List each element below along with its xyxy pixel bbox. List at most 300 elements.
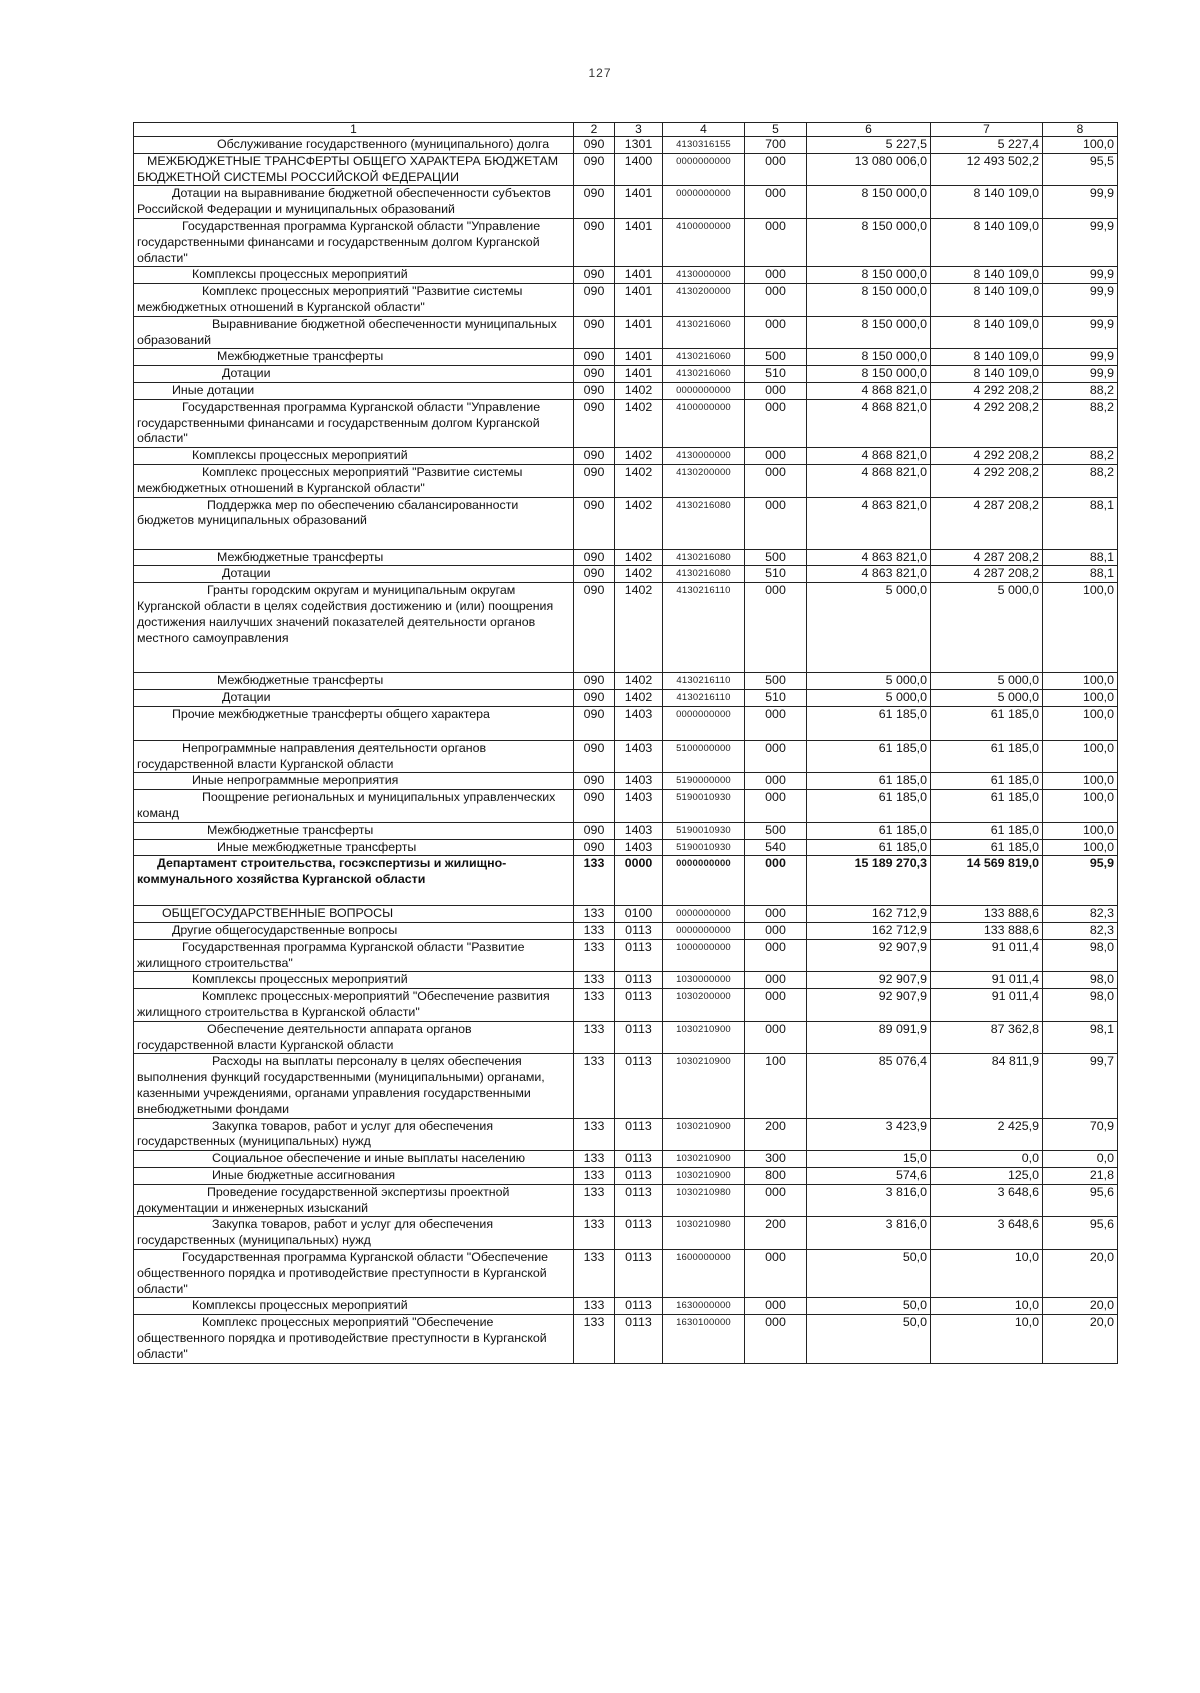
cell-planned: 4 863 821,0 [807,566,931,583]
cell-section: 1402 [615,549,663,566]
cell-section: 1403 [615,839,663,856]
cell-grbs: 133 [574,1315,615,1363]
table-row [134,349,1118,366]
cell-section: 1403 [615,790,663,823]
cell-expense-type: 000 [745,316,807,349]
table-row [134,673,1118,690]
cell-percent: 95,9 [1043,856,1118,906]
cell-executed: 10,0 [931,1298,1043,1315]
cell-executed: 5 000,0 [931,689,1043,706]
cell-item-name: Комплекс процессных мероприятий "Развитие системы межбюджетных отношений в Курганской области" [134,284,574,317]
cell-target-article: 0000000000 [663,382,745,399]
cell-executed: 10,0 [931,1315,1043,1363]
cell-item-name: Иные непрограммные мероприятия [134,773,574,790]
table-row [134,1315,1118,1363]
cell-expense-type: 000 [745,186,807,219]
cell-percent: 20,0 [1043,1250,1118,1298]
cell-section: 0113 [615,1021,663,1054]
cell-section: 0113 [615,1315,663,1363]
cell-planned: 50,0 [807,1250,931,1298]
cell-grbs: 133 [574,1021,615,1054]
cell-percent: 100,0 [1043,583,1118,673]
column-number: 7 [931,123,1043,137]
table-row [134,137,1118,154]
cell-item-name: Государственная программа Курганской области "Управление государственными финансами и государственным долгом Курганской области" [134,218,574,266]
cell-executed: 8 140 109,0 [931,218,1043,266]
table-row [134,1151,1118,1168]
cell-planned: 8 150 000,0 [807,267,931,284]
cell-percent: 99,7 [1043,1054,1118,1118]
cell-planned: 5 000,0 [807,673,931,690]
cell-grbs: 090 [574,689,615,706]
cell-percent: 95,6 [1043,1217,1118,1250]
cell-section: 1401 [615,366,663,383]
cell-expense-type: 000 [745,1021,807,1054]
cell-expense-type: 200 [745,1217,807,1250]
cell-planned: 61 185,0 [807,740,931,773]
table-row [134,856,1118,906]
cell-executed: 91 011,4 [931,972,1043,989]
cell-planned: 15 189 270,3 [807,856,931,906]
cell-expense-type: 000 [745,583,807,673]
cell-item-name: Дотации [134,366,574,383]
cell-item-name: Комплексы процессных мероприятий [134,972,574,989]
cell-executed: 3 648,6 [931,1217,1043,1250]
cell-target-article: 4130200000 [663,284,745,317]
column-number: 2 [574,123,615,137]
cell-target-article: 4100000000 [663,399,745,447]
cell-expense-type: 100 [745,1054,807,1118]
cell-executed: 84 811,9 [931,1054,1043,1118]
cell-grbs: 133 [574,1118,615,1151]
cell-target-article: 1600000000 [663,1250,745,1298]
cell-planned: 162 712,9 [807,923,931,940]
cell-target-article: 5190010930 [663,839,745,856]
column-number: 6 [807,123,931,137]
table-row [134,989,1118,1022]
cell-target-article: 5190000000 [663,773,745,790]
cell-percent: 98,1 [1043,1021,1118,1054]
cell-target-article: 4130216110 [663,583,745,673]
cell-item-name: Закупка товаров, работ и услуг для обеспечения государственных (муниципальных) нужд [134,1118,574,1151]
cell-grbs: 133 [574,989,615,1022]
cell-planned: 92 907,9 [807,989,931,1022]
cell-percent: 100,0 [1043,740,1118,773]
cell-section: 1403 [615,773,663,790]
table-row [134,284,1118,317]
cell-target-article: 0000000000 [663,186,745,219]
cell-target-article: 0000000000 [663,856,745,906]
cell-section: 1402 [615,399,663,447]
table-row [134,497,1118,549]
cell-grbs: 133 [574,1184,615,1217]
cell-section: 1402 [615,497,663,549]
cell-expense-type: 500 [745,349,807,366]
cell-percent: 100,0 [1043,839,1118,856]
cell-item-name: Комплекс процессных мероприятий "Обеспечение общественного порядка и противодействие преступности в Курганской области" [134,1315,574,1363]
cell-planned: 5 000,0 [807,689,931,706]
cell-percent: 88,1 [1043,566,1118,583]
cell-percent: 100,0 [1043,673,1118,690]
cell-section: 1402 [615,689,663,706]
table-row [134,382,1118,399]
cell-executed: 5 227,4 [931,137,1043,154]
table-row [134,448,1118,465]
cell-section: 1402 [615,673,663,690]
cell-section: 1403 [615,740,663,773]
cell-executed: 133 888,6 [931,906,1043,923]
cell-executed: 4 292 208,2 [931,399,1043,447]
cell-section: 1401 [615,349,663,366]
cell-item-name: Государственная программа Курганской области "Развитие жилищного строительства" [134,939,574,972]
cell-expense-type: 200 [745,1118,807,1151]
cell-grbs: 090 [574,839,615,856]
cell-percent: 21,8 [1043,1168,1118,1185]
cell-planned: 5 227,5 [807,137,931,154]
cell-target-article: 4130216110 [663,673,745,690]
cell-target-article: 1000000000 [663,939,745,972]
cell-expense-type: 000 [745,989,807,1022]
cell-target-article: 5190010930 [663,822,745,839]
cell-executed: 10,0 [931,1250,1043,1298]
cell-target-article: 1030210980 [663,1184,745,1217]
cell-section: 0113 [615,1184,663,1217]
cell-executed: 4 292 208,2 [931,464,1043,497]
cell-expense-type: 000 [745,972,807,989]
cell-executed: 2 425,9 [931,1118,1043,1151]
cell-item-name: Обеспечение деятельности аппарата органов государственной власти Курганской области [134,1021,574,1054]
cell-planned: 61 185,0 [807,790,931,823]
cell-grbs: 090 [574,790,615,823]
cell-target-article: 1030210900 [663,1054,745,1118]
cell-section: 1401 [615,186,663,219]
cell-expense-type: 000 [745,856,807,906]
column-number: 5 [745,123,807,137]
cell-grbs: 090 [574,773,615,790]
cell-item-name: Комплекс процессных мероприятий "Развитие системы межбюджетных отношений в Курганской области" [134,464,574,497]
page-number: 127 [588,66,612,80]
table-row [134,939,1118,972]
cell-target-article: 4130216060 [663,316,745,349]
cell-planned: 8 150 000,0 [807,316,931,349]
cell-grbs: 133 [574,1217,615,1250]
cell-section: 0113 [615,972,663,989]
table-row [134,906,1118,923]
cell-expense-type: 000 [745,1250,807,1298]
cell-expense-type: 000 [745,284,807,317]
cell-section: 0113 [615,1118,663,1151]
cell-target-article: 4130000000 [663,448,745,465]
cell-planned: 92 907,9 [807,939,931,972]
cell-grbs: 090 [574,366,615,383]
cell-planned: 8 150 000,0 [807,284,931,317]
cell-item-name: Межбюджетные трансферты [134,673,574,690]
cell-planned: 574,6 [807,1168,931,1185]
cell-executed: 3 648,6 [931,1184,1043,1217]
table-row [134,689,1118,706]
cell-expense-type: 510 [745,366,807,383]
cell-expense-type: 000 [745,790,807,823]
cell-item-name: Межбюджетные трансферты [134,822,574,839]
cell-target-article: 1630100000 [663,1315,745,1363]
cell-planned: 4 863 821,0 [807,549,931,566]
cell-section: 1402 [615,566,663,583]
column-number: 4 [663,123,745,137]
cell-item-name: Комплекс процессных·мероприятий "Обеспечение развития жилищного строительства в Курганской области" [134,989,574,1022]
column-number: 1 [134,123,574,137]
cell-executed: 14 569 819,0 [931,856,1043,906]
cell-percent: 99,9 [1043,284,1118,317]
cell-planned: 5 000,0 [807,583,931,673]
cell-percent: 82,3 [1043,906,1118,923]
cell-percent: 95,6 [1043,1184,1118,1217]
cell-item-name: Социальное обеспечение и иные выплаты населению [134,1151,574,1168]
cell-percent: 100,0 [1043,790,1118,823]
cell-planned: 8 150 000,0 [807,366,931,383]
table-row [134,1021,1118,1054]
cell-percent: 20,0 [1043,1298,1118,1315]
table-row [134,1217,1118,1250]
table-row [134,773,1118,790]
column-number-row [134,123,1118,137]
table-row [134,706,1118,740]
cell-executed: 61 185,0 [931,790,1043,823]
cell-grbs: 133 [574,939,615,972]
cell-item-name: Обслуживание государственного (муниципального) долга [134,137,574,154]
cell-percent: 88,2 [1043,382,1118,399]
cell-target-article: 1030210900 [663,1151,745,1168]
cell-target-article: 4130316155 [663,137,745,154]
cell-target-article: 5100000000 [663,740,745,773]
cell-target-article: 1030210900 [663,1118,745,1151]
cell-item-name: Выравнивание бюджетной обеспеченности муниципальных образований [134,316,574,349]
cell-executed: 12 493 502,2 [931,153,1043,186]
cell-planned: 15,0 [807,1151,931,1168]
cell-section: 0113 [615,1298,663,1315]
cell-expense-type: 000 [745,1184,807,1217]
cell-expense-type: 000 [745,740,807,773]
cell-percent: 20,0 [1043,1315,1118,1363]
cell-target-article: 4130216060 [663,366,745,383]
cell-target-article: 4130216080 [663,566,745,583]
cell-item-name: МЕЖБЮДЖЕТНЫЕ ТРАНСФЕРТЫ ОБЩЕГО ХАРАКТЕРА БЮДЖЕТАМ БЮДЖЕТНОЙ СИСТЕМЫ РОССИЙСКОЙ ФЕДЕРАЦИИ [134,153,574,186]
cell-section: 1401 [615,218,663,266]
table-row [134,218,1118,266]
cell-executed: 8 140 109,0 [931,284,1043,317]
cell-percent: 98,0 [1043,939,1118,972]
cell-grbs: 133 [574,1168,615,1185]
cell-target-article: 4130000000 [663,267,745,284]
cell-item-name: ОБЩЕГОСУДАРСТВЕННЫЕ ВОПРОСЫ [134,906,574,923]
cell-item-name: Поддержка мер по обеспечению сбалансированности бюджетов муниципальных образований [134,497,574,549]
cell-section: 0113 [615,989,663,1022]
cell-expense-type: 800 [745,1168,807,1185]
cell-expense-type: 000 [745,382,807,399]
cell-section: 0113 [615,939,663,972]
cell-executed: 61 185,0 [931,822,1043,839]
cell-target-article: 4130216080 [663,549,745,566]
cell-target-article: 4130200000 [663,464,745,497]
cell-item-name: Проведение государственной экспертизы проектной документации и инженерных изысканий [134,1184,574,1217]
cell-percent: 98,0 [1043,972,1118,989]
cell-executed: 5 000,0 [931,673,1043,690]
table-row [134,740,1118,773]
cell-item-name: Дотации [134,689,574,706]
cell-expense-type: 000 [745,1315,807,1363]
cell-section: 0113 [615,1250,663,1298]
cell-executed: 8 140 109,0 [931,186,1043,219]
cell-percent: 100,0 [1043,822,1118,839]
cell-grbs: 090 [574,349,615,366]
cell-planned: 92 907,9 [807,972,931,989]
cell-grbs: 133 [574,972,615,989]
cell-expense-type: 700 [745,137,807,154]
cell-target-article: 0000000000 [663,923,745,940]
table-row [134,186,1118,219]
cell-grbs: 090 [574,706,615,740]
cell-grbs: 133 [574,906,615,923]
table-row [134,1118,1118,1151]
cell-item-name: Закупка товаров, работ и услуг для обеспечения государственных (муниципальных) нужд [134,1217,574,1250]
cell-grbs: 090 [574,267,615,284]
cell-expense-type: 000 [745,497,807,549]
cell-item-name: Дотации [134,566,574,583]
cell-percent: 88,1 [1043,549,1118,566]
cell-expense-type: 300 [745,1151,807,1168]
cell-planned: 61 185,0 [807,839,931,856]
cell-item-name: Дотации на выравнивание бюджетной обеспеченности субъектов Российской Федерации и муниципальных образований [134,186,574,219]
budget-table [133,122,1118,1364]
cell-percent: 98,0 [1043,989,1118,1022]
cell-item-name: Расходы на выплаты персоналу в целях обеспечения выполнения функций государственными (муниципальными) органами, казенными учреждениями, органами управления государственными внебюджетными фондами [134,1054,574,1118]
cell-section: 0113 [615,1217,663,1250]
cell-percent: 100,0 [1043,137,1118,154]
cell-grbs: 090 [574,316,615,349]
cell-grbs: 090 [574,399,615,447]
cell-executed: 8 140 109,0 [931,366,1043,383]
cell-grbs: 133 [574,856,615,906]
cell-expense-type: 510 [745,689,807,706]
cell-percent: 99,9 [1043,366,1118,383]
table-row [134,1298,1118,1315]
table-row [134,1250,1118,1298]
cell-expense-type: 000 [745,906,807,923]
cell-executed: 5 000,0 [931,583,1043,673]
cell-planned: 85 076,4 [807,1054,931,1118]
cell-executed: 8 140 109,0 [931,267,1043,284]
cell-expense-type: 000 [745,399,807,447]
cell-expense-type: 000 [745,153,807,186]
cell-item-name: Прочие межбюджетные трансферты общего характера [134,706,574,740]
cell-percent: 100,0 [1043,706,1118,740]
cell-planned: 4 868 821,0 [807,464,931,497]
cell-executed: 91 011,4 [931,989,1043,1022]
cell-item-name: Государственная программа Курганской области "Обеспечение общественного порядка и противодействие преступности в Курганской области" [134,1250,574,1298]
cell-percent: 70,9 [1043,1118,1118,1151]
cell-expense-type: 000 [745,464,807,497]
cell-grbs: 090 [574,822,615,839]
cell-section: 1402 [615,382,663,399]
table-row [134,1168,1118,1185]
cell-grbs: 133 [574,1151,615,1168]
cell-section: 0113 [615,1151,663,1168]
cell-grbs: 133 [574,1250,615,1298]
column-number: 8 [1043,123,1118,137]
cell-target-article: 4130216110 [663,689,745,706]
cell-percent: 99,9 [1043,218,1118,266]
cell-grbs: 090 [574,448,615,465]
cell-executed: 4 292 208,2 [931,382,1043,399]
cell-item-name: Комплексы процессных мероприятий [134,1298,574,1315]
cell-item-name: Поощрение региональных и муниципальных управленческих команд [134,790,574,823]
cell-executed: 61 185,0 [931,839,1043,856]
cell-section: 0113 [615,1168,663,1185]
table-row [134,464,1118,497]
cell-executed: 91 011,4 [931,939,1043,972]
cell-planned: 3 423,9 [807,1118,931,1151]
cell-percent: 100,0 [1043,689,1118,706]
cell-planned: 4 868 821,0 [807,448,931,465]
table-row [134,583,1118,673]
cell-expense-type: 000 [745,448,807,465]
table-row [134,399,1118,447]
cell-planned: 8 150 000,0 [807,218,931,266]
table-row [134,822,1118,839]
cell-planned: 162 712,9 [807,906,931,923]
cell-planned: 50,0 [807,1298,931,1315]
cell-expense-type: 000 [745,939,807,972]
cell-item-name: Другие общегосударственные вопросы [134,923,574,940]
cell-grbs: 090 [574,186,615,219]
cell-percent: 99,9 [1043,267,1118,284]
cell-grbs: 090 [574,218,615,266]
cell-section: 1401 [615,316,663,349]
cell-planned: 4 868 821,0 [807,382,931,399]
cell-executed: 133 888,6 [931,923,1043,940]
cell-planned: 61 185,0 [807,706,931,740]
cell-planned: 4 868 821,0 [807,399,931,447]
cell-item-name: Непрограммные направления деятельности органов государственной власти Курганской области [134,740,574,773]
cell-section: 0113 [615,1054,663,1118]
table-row [134,566,1118,583]
cell-percent: 82,3 [1043,923,1118,940]
cell-executed: 87 362,8 [931,1021,1043,1054]
cell-planned: 3 816,0 [807,1217,931,1250]
cell-section: 1402 [615,448,663,465]
cell-expense-type: 000 [745,218,807,266]
cell-percent: 100,0 [1043,773,1118,790]
cell-percent: 88,2 [1043,399,1118,447]
cell-executed: 4 287 208,2 [931,566,1043,583]
cell-grbs: 090 [574,549,615,566]
cell-expense-type: 510 [745,566,807,583]
cell-item-name: Государственная программа Курганской области "Управление государственными финансами и государственным долгом Курганской области" [134,399,574,447]
cell-section: 1401 [615,284,663,317]
table-row [134,267,1118,284]
cell-executed: 0,0 [931,1151,1043,1168]
column-number: 3 [615,123,663,137]
cell-target-article: 1030210900 [663,1021,745,1054]
table-row [134,1184,1118,1217]
cell-percent: 99,9 [1043,349,1118,366]
cell-executed: 4 292 208,2 [931,448,1043,465]
cell-item-name: Иные межбюджетные трансферты [134,839,574,856]
cell-grbs: 090 [574,137,615,154]
cell-percent: 88,2 [1043,448,1118,465]
cell-executed: 8 140 109,0 [931,316,1043,349]
cell-grbs: 090 [574,382,615,399]
cell-section: 0000 [615,856,663,906]
